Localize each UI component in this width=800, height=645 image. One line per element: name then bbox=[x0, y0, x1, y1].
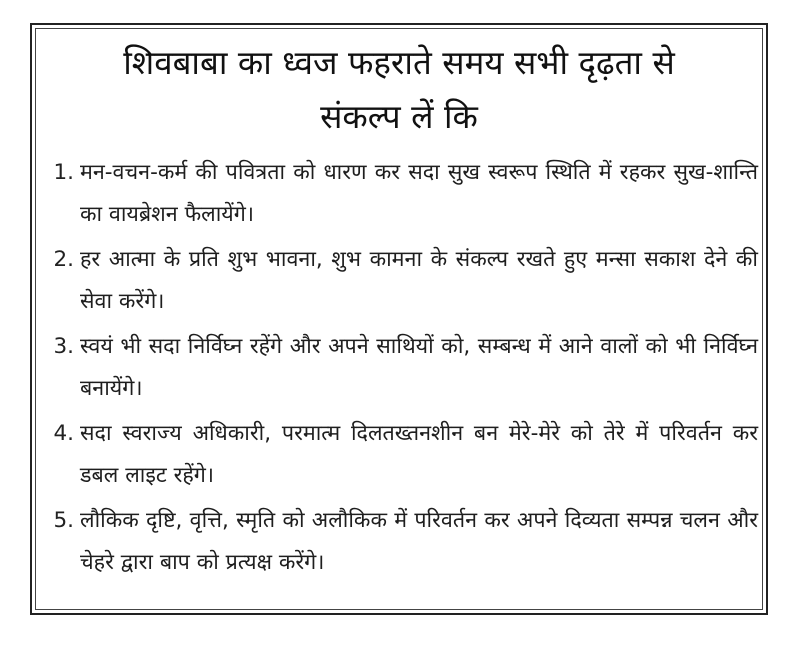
item-text: हर आत्मा के प्रति शुभ भावना, शुभ कामना के संकल्प रखते हुए मन्सा सकाश देने की सेवा करेंगे। bbox=[80, 247, 758, 314]
document-title bbox=[40, 36, 758, 144]
item-text: मन-वचन-कर्म की पवित्रता को धारण कर सदा सुख स्वरूप स्थिति में रहकर सुख-शान्ति का वायब्रेशन फैलायेंगे। bbox=[80, 160, 758, 227]
item-number: 5. bbox=[53, 508, 74, 533]
title-line-1: शिवबाबा का ध्वज फहराते समय सभी दृढ़ता से bbox=[123, 43, 675, 82]
list-item bbox=[40, 239, 758, 323]
list-item bbox=[40, 500, 758, 584]
title-line-2: संकल्प लें कि bbox=[320, 97, 478, 136]
item-number: 3. bbox=[53, 334, 74, 359]
item-number: 2. bbox=[53, 247, 74, 272]
pledge-list bbox=[40, 152, 758, 584]
list-item bbox=[40, 326, 758, 410]
item-text: लौकिक दृष्टि, वृत्ति, स्मृति को अलौकिक में परिवर्तन कर अपने दिव्यता सम्पन्न चलन और चेहरे द्वारा बाप को प्रत्यक्ष करेंगे। bbox=[80, 508, 758, 575]
item-number: 1. bbox=[53, 160, 74, 185]
item-text: स्वयं भी सदा निर्विघ्न रहेंगे और अपने साथियों को, सम्बन्ध में आने वालों को भी निर्विघ्न बनायेंगे। bbox=[80, 334, 758, 401]
item-text: सदा स्वराज्य अधिकारी, परमात्म दिलतख्तनशीन बन मेरे-मेरे को तेरे में परिवर्तन कर डबल लाइट रहेंगे। bbox=[80, 421, 758, 488]
item-number: 4. bbox=[53, 421, 74, 446]
document-content bbox=[40, 36, 758, 587]
list-item bbox=[40, 413, 758, 497]
list-item bbox=[40, 152, 758, 236]
